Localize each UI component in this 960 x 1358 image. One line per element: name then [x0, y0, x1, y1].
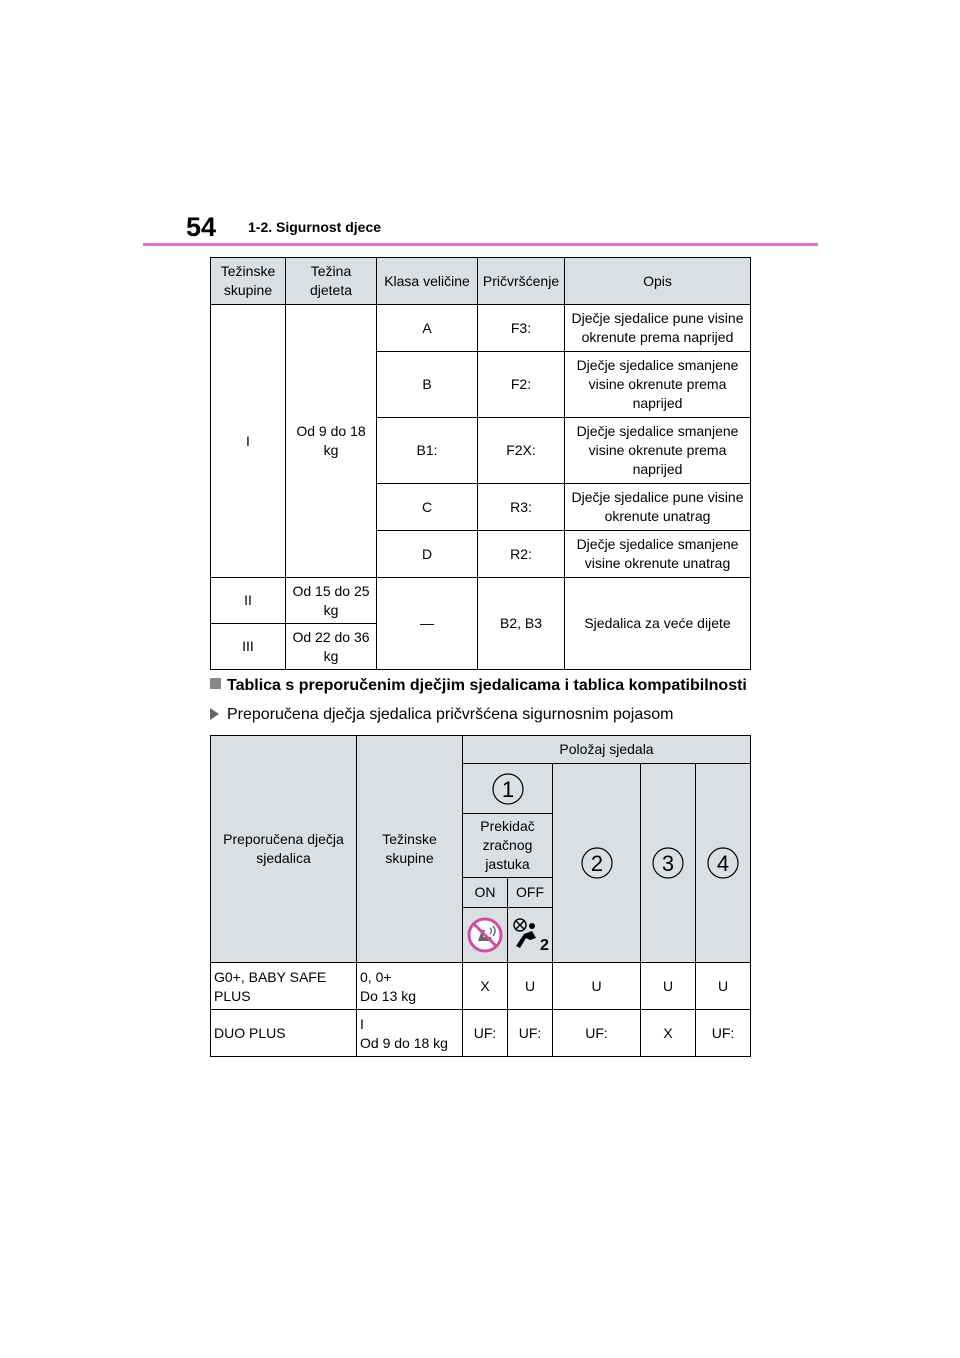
size-class-cell: D	[377, 531, 478, 578]
seat-position-1	[463, 764, 553, 814]
column-header-fixture: Pričvršćenje	[478, 258, 565, 305]
size-class-cell: A	[377, 305, 478, 352]
page-number: 54	[186, 212, 217, 242]
table-row	[211, 578, 751, 624]
circled-number-3-icon	[651, 846, 685, 880]
section-heading-text: Tablica s preporučenim dječjim sjedalicama i tablica kompatibilnosti	[227, 677, 747, 694]
column-header-weight-group: Težinske skupine	[357, 736, 463, 963]
seat-position-3	[641, 764, 696, 963]
seat-position-4	[696, 764, 751, 963]
airbag-on-header: ON	[463, 878, 508, 908]
position-4-value: U	[696, 963, 751, 1010]
airbag-on-value: X	[463, 963, 508, 1010]
size-class-cell: —	[377, 578, 478, 670]
table-row	[211, 963, 751, 1010]
square-bullet-icon	[210, 678, 221, 689]
weight-group-cell: 0, 0+ Do 13 kg	[357, 963, 463, 1010]
table-row	[211, 1010, 751, 1057]
svg-text:2: 2	[590, 851, 603, 876]
table2-header-row	[211, 736, 751, 764]
section-heading	[210, 677, 747, 695]
column-header-description: Opis	[565, 258, 751, 305]
weight-group-cell: I Od 9 do 18 kg	[357, 1010, 463, 1057]
fixture-cell: F2:	[478, 352, 565, 418]
position-2-value: U	[553, 963, 641, 1010]
svg-text:2: 2	[540, 937, 549, 954]
sub-heading	[210, 706, 673, 724]
airbag-on-icon-cell	[463, 908, 508, 963]
svg-text:4: 4	[716, 851, 730, 876]
description-cell: Dječje sjedalice pune visine okrenute unatrag	[565, 484, 751, 531]
airbag-off-header: OFF	[508, 878, 553, 908]
chapter-title: 1-2. Sigurnost djece	[248, 219, 382, 235]
description-cell: Dječje sjedalice pune visine okrenute prema naprijed	[565, 305, 751, 352]
group-cell: III	[211, 624, 286, 670]
fixture-cell: F2X:	[478, 418, 565, 484]
airbag-off-value: UF:	[508, 1010, 553, 1057]
seat-name-cell: DUO PLUS	[211, 1010, 357, 1057]
fixture-cell: R2:	[478, 531, 565, 578]
column-header-recommended-seat: Preporučena dječja sjedalica	[211, 736, 357, 963]
fixture-cell: R3:	[478, 484, 565, 531]
airbag-disabled-seat-icon	[466, 916, 504, 954]
column-header-seat-position: Položaj sjedala	[463, 736, 751, 764]
circled-number-2-icon	[580, 846, 614, 880]
svg-text:1: 1	[501, 776, 514, 802]
group-cell: I	[211, 305, 286, 578]
position-4-value: UF:	[696, 1010, 751, 1057]
size-class-cell: B	[377, 352, 478, 418]
position-3-value: X	[641, 1010, 696, 1057]
weight-cell: Od 15 do 25 kg	[286, 578, 377, 624]
sub-heading-text: Preporučena dječja sjedalica pričvršćena sigurnosnim pojasom	[227, 706, 674, 723]
circled-number-4-icon	[706, 846, 740, 880]
column-header-weight-group: Težinske skupine	[211, 258, 286, 305]
table-row	[211, 305, 751, 352]
triangle-bullet-icon	[210, 708, 219, 720]
airbag-off-icon-cell	[508, 908, 553, 963]
table1-header-row	[211, 258, 751, 305]
child-seat-size-class-table	[210, 257, 751, 670]
description-cell: Dječje sjedalice smanjene visine okrenute prema naprijed	[565, 352, 751, 418]
seat-name-cell: G0+, BABY SAFE PLUS	[211, 963, 357, 1010]
circled-number-1-icon	[491, 772, 525, 806]
column-header-child-weight: Težina djeteta	[286, 258, 377, 305]
fixture-cell: F3:	[478, 305, 565, 352]
description-cell: Dječje sjedalice smanjene visine okrenute prema naprijed	[565, 418, 751, 484]
size-class-cell: B1:	[377, 418, 478, 484]
header-divider	[143, 243, 818, 246]
column-header-size-class: Klasa veličine	[377, 258, 478, 305]
airbag-switch-header: Prekidač zračnog jastuka	[463, 814, 553, 878]
airbag-on-value: UF:	[463, 1010, 508, 1057]
weight-cell: Od 9 do 18 kg	[286, 305, 377, 578]
seat-position-2	[553, 764, 641, 963]
group-cell: II	[211, 578, 286, 624]
fixture-cell: B2, B3	[478, 578, 565, 670]
position-2-value: UF:	[553, 1010, 641, 1057]
position-3-value: U	[641, 963, 696, 1010]
description-cell: Sjedalica za veće dijete	[565, 578, 751, 670]
weight-cell: Od 22 do 36 kg	[286, 624, 377, 670]
compatibility-table	[210, 735, 751, 1057]
airbag-off-value: U	[508, 963, 553, 1010]
svg-text:3: 3	[661, 851, 675, 876]
description-cell: Dječje sjedalice smanjene visine okrenute unatrag	[565, 531, 751, 578]
size-class-cell: C	[377, 484, 478, 531]
airbag-off-child-icon	[510, 916, 550, 954]
